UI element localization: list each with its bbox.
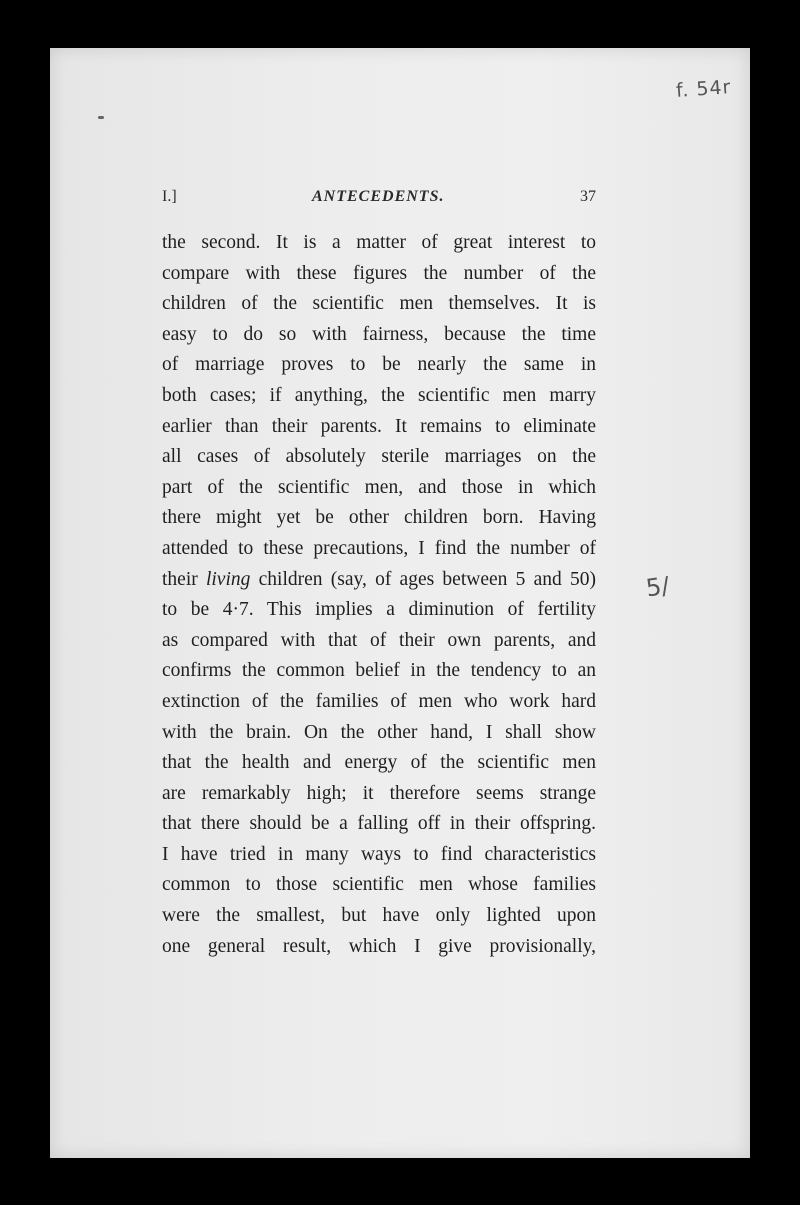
text-line: were the smallest, but have only lighted upon (162, 905, 596, 927)
text-line: there might yet be other children born. Having (162, 507, 596, 529)
living-line-before: their (162, 568, 206, 590)
folio-annotation: f. 54r (675, 76, 733, 102)
text-line: both cases; if anything, the scientific men marry (162, 384, 596, 406)
text-line: that the health and energy of the scientific men (162, 752, 596, 774)
running-head (162, 188, 596, 214)
text-line-living (162, 565, 596, 596)
text-line: as compared with that of their own parents, and (162, 629, 596, 651)
text-line: attended to these precautions, I find the number of (162, 537, 596, 559)
living-line-after: children (say, of ages between 5 and 50) (250, 568, 596, 590)
chapter-number: I.] (162, 188, 177, 205)
margin-annotation: 5/ (644, 571, 672, 603)
text-line: one general result, which I give provisionally, (162, 935, 596, 957)
text-line: that there should be a falling off in their offspring. (162, 813, 596, 835)
ink-smudge (98, 116, 104, 119)
text-line: part of the scientific men, and those in which (162, 476, 596, 498)
living-word: living (205, 568, 251, 590)
text-line: I have tried in many ways to find characteristics (162, 843, 596, 865)
book-page (50, 48, 750, 1158)
text-line: are remarkably high; it therefore seems strange (162, 782, 596, 804)
body-text (162, 228, 596, 962)
text-line: extinction of the families of men who work hard (162, 690, 596, 712)
running-title: ANTECEDENTS. (312, 188, 445, 205)
text-line: the second. It is a matter of great interest to (162, 232, 596, 253)
text-line: of marriage proves to be nearly the same in (162, 354, 596, 376)
text-line: to be 4·7. This implies a diminution of fertility (162, 599, 596, 621)
text-line: earlier than their parents. It remains to eliminate (162, 415, 596, 437)
page-number: 37 (580, 188, 596, 205)
text-line: easy to do so with fairness, because the time (162, 323, 596, 345)
text-line: children of the scientific men themselves. It is (162, 293, 596, 315)
text-line: confirms the common belief in the tendency to an (162, 660, 596, 682)
text-line: with the brain. On the other hand, I shall show (162, 721, 596, 743)
text-line: common to those scientific men whose families (162, 874, 596, 896)
text-line: all cases of absolutely sterile marriages on the (162, 446, 596, 468)
text-line: compare with these figures the number of the (162, 262, 596, 284)
